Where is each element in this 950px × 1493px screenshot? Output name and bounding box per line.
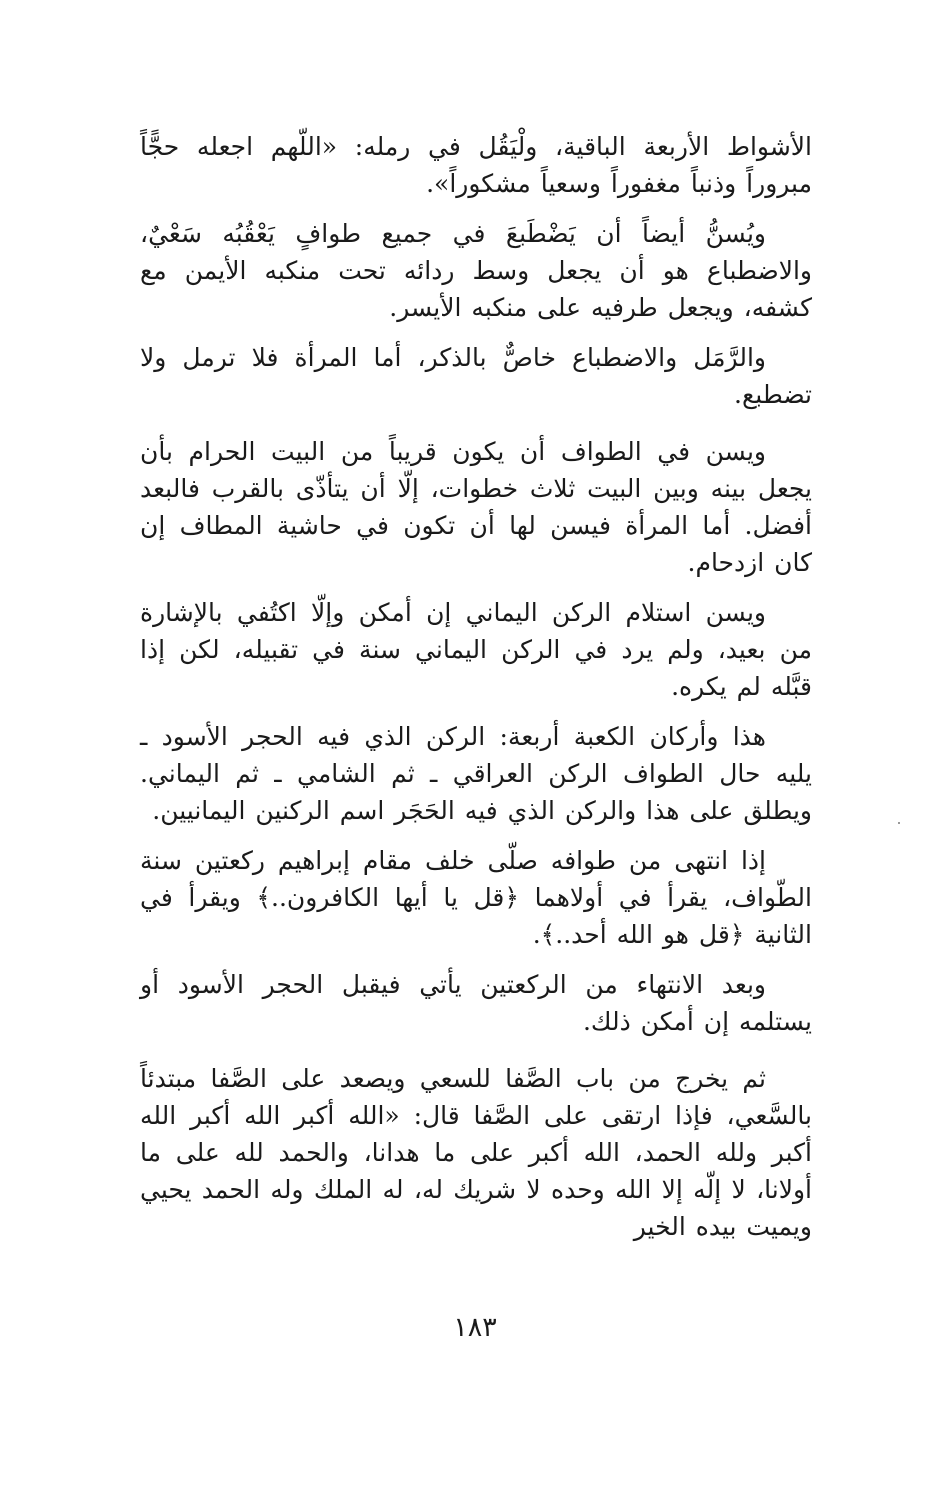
paragraph-7: إذا انتهى من طوافه صلّى خلف مقام إبراهيم ركعتين سنة الطّواف، يقرأ في أولاهما ﴿قل يا أيها الكافرون..﴾ ويقرأ في الثانية ﴿قل هو الله أحد..﴾. — [140, 846, 812, 949]
paragraph-5: ويسن استلام الركن اليماني إن أمكن وإلّا اكتُفي بالإشارة من بعيد، ولم يرد في الركن اليماني سنة في تقبيله، لكن إذا قبَّله لم يكره. — [140, 598, 812, 701]
paragraph-3: والرَّمَل والاضطباع خاصٌّ بالذكر، أما المرأة فلا ترمل ولا تضطبع. — [140, 343, 812, 409]
paragraph-4: ويسن في الطواف أن يكون قريباً من البيت الحرام بأن يجعل بينه وبين البيت ثلاث خطوات، إلّا أن يتأذّى بالقرب فالبعد أفضل. أما المرأة فيسن لها أن تكون في حاشية المطاف إن كان ازدحام. — [140, 437, 812, 577]
page-body — [140, 128, 812, 1398]
scan-speck — [898, 822, 900, 824]
page-number: ١٨٣ — [453, 1312, 497, 1343]
paragraph-2: ويُسنُّ أيضاً أن يَضْطَبعَ في جميع طوافٍ يَعْقُبُه سَعْيٌ، والاضطباع هو أن يجعل وسط ردائه تحت منكبه الأيمن مع كشفه، ويجعل طرفيه على منكبه الأيسر. — [140, 219, 812, 322]
paragraph-6: هذا وأركان الكعبة أربعة: الركن الذي فيه الحجر الأسود ـ يليه حال الطواف الركن العراقي ـ ثم الشامي ـ ثم اليماني. ويطلق على هذا والركن الذي فيه الحَجَر اسم الركنين اليمانيين. — [140, 722, 812, 825]
paragraph-9: ثم يخرج من باب الصَّفا للسعي ويصعد على الصَّفا مبتدئاً بالسَّعي، فإذا ارتقى على الصَّفا قال: «الله أكبر الله أكبر الله أكبر ولله الحمد، الله أكبر على ما هدانا، والحمد لله على ما أولانا، لا إلّه إلا الله وحده لا شريك له، له الملك وله الحمد يحيي ويميت بيده الخير — [140, 1064, 812, 1241]
paragraph-8: وبعد الانتهاء من الركعتين يأتي فيقبل الحجر الأسود أو يستلمه إن أمكن ذلك. — [140, 970, 812, 1036]
paragraph-1: الأشواط الأربعة الباقية، ولْيَقُل في رمله: «اللّهم اجعله حجًّاً مبروراً وذنباً مغفوراً وسعياً مشكوراً». — [140, 132, 812, 198]
